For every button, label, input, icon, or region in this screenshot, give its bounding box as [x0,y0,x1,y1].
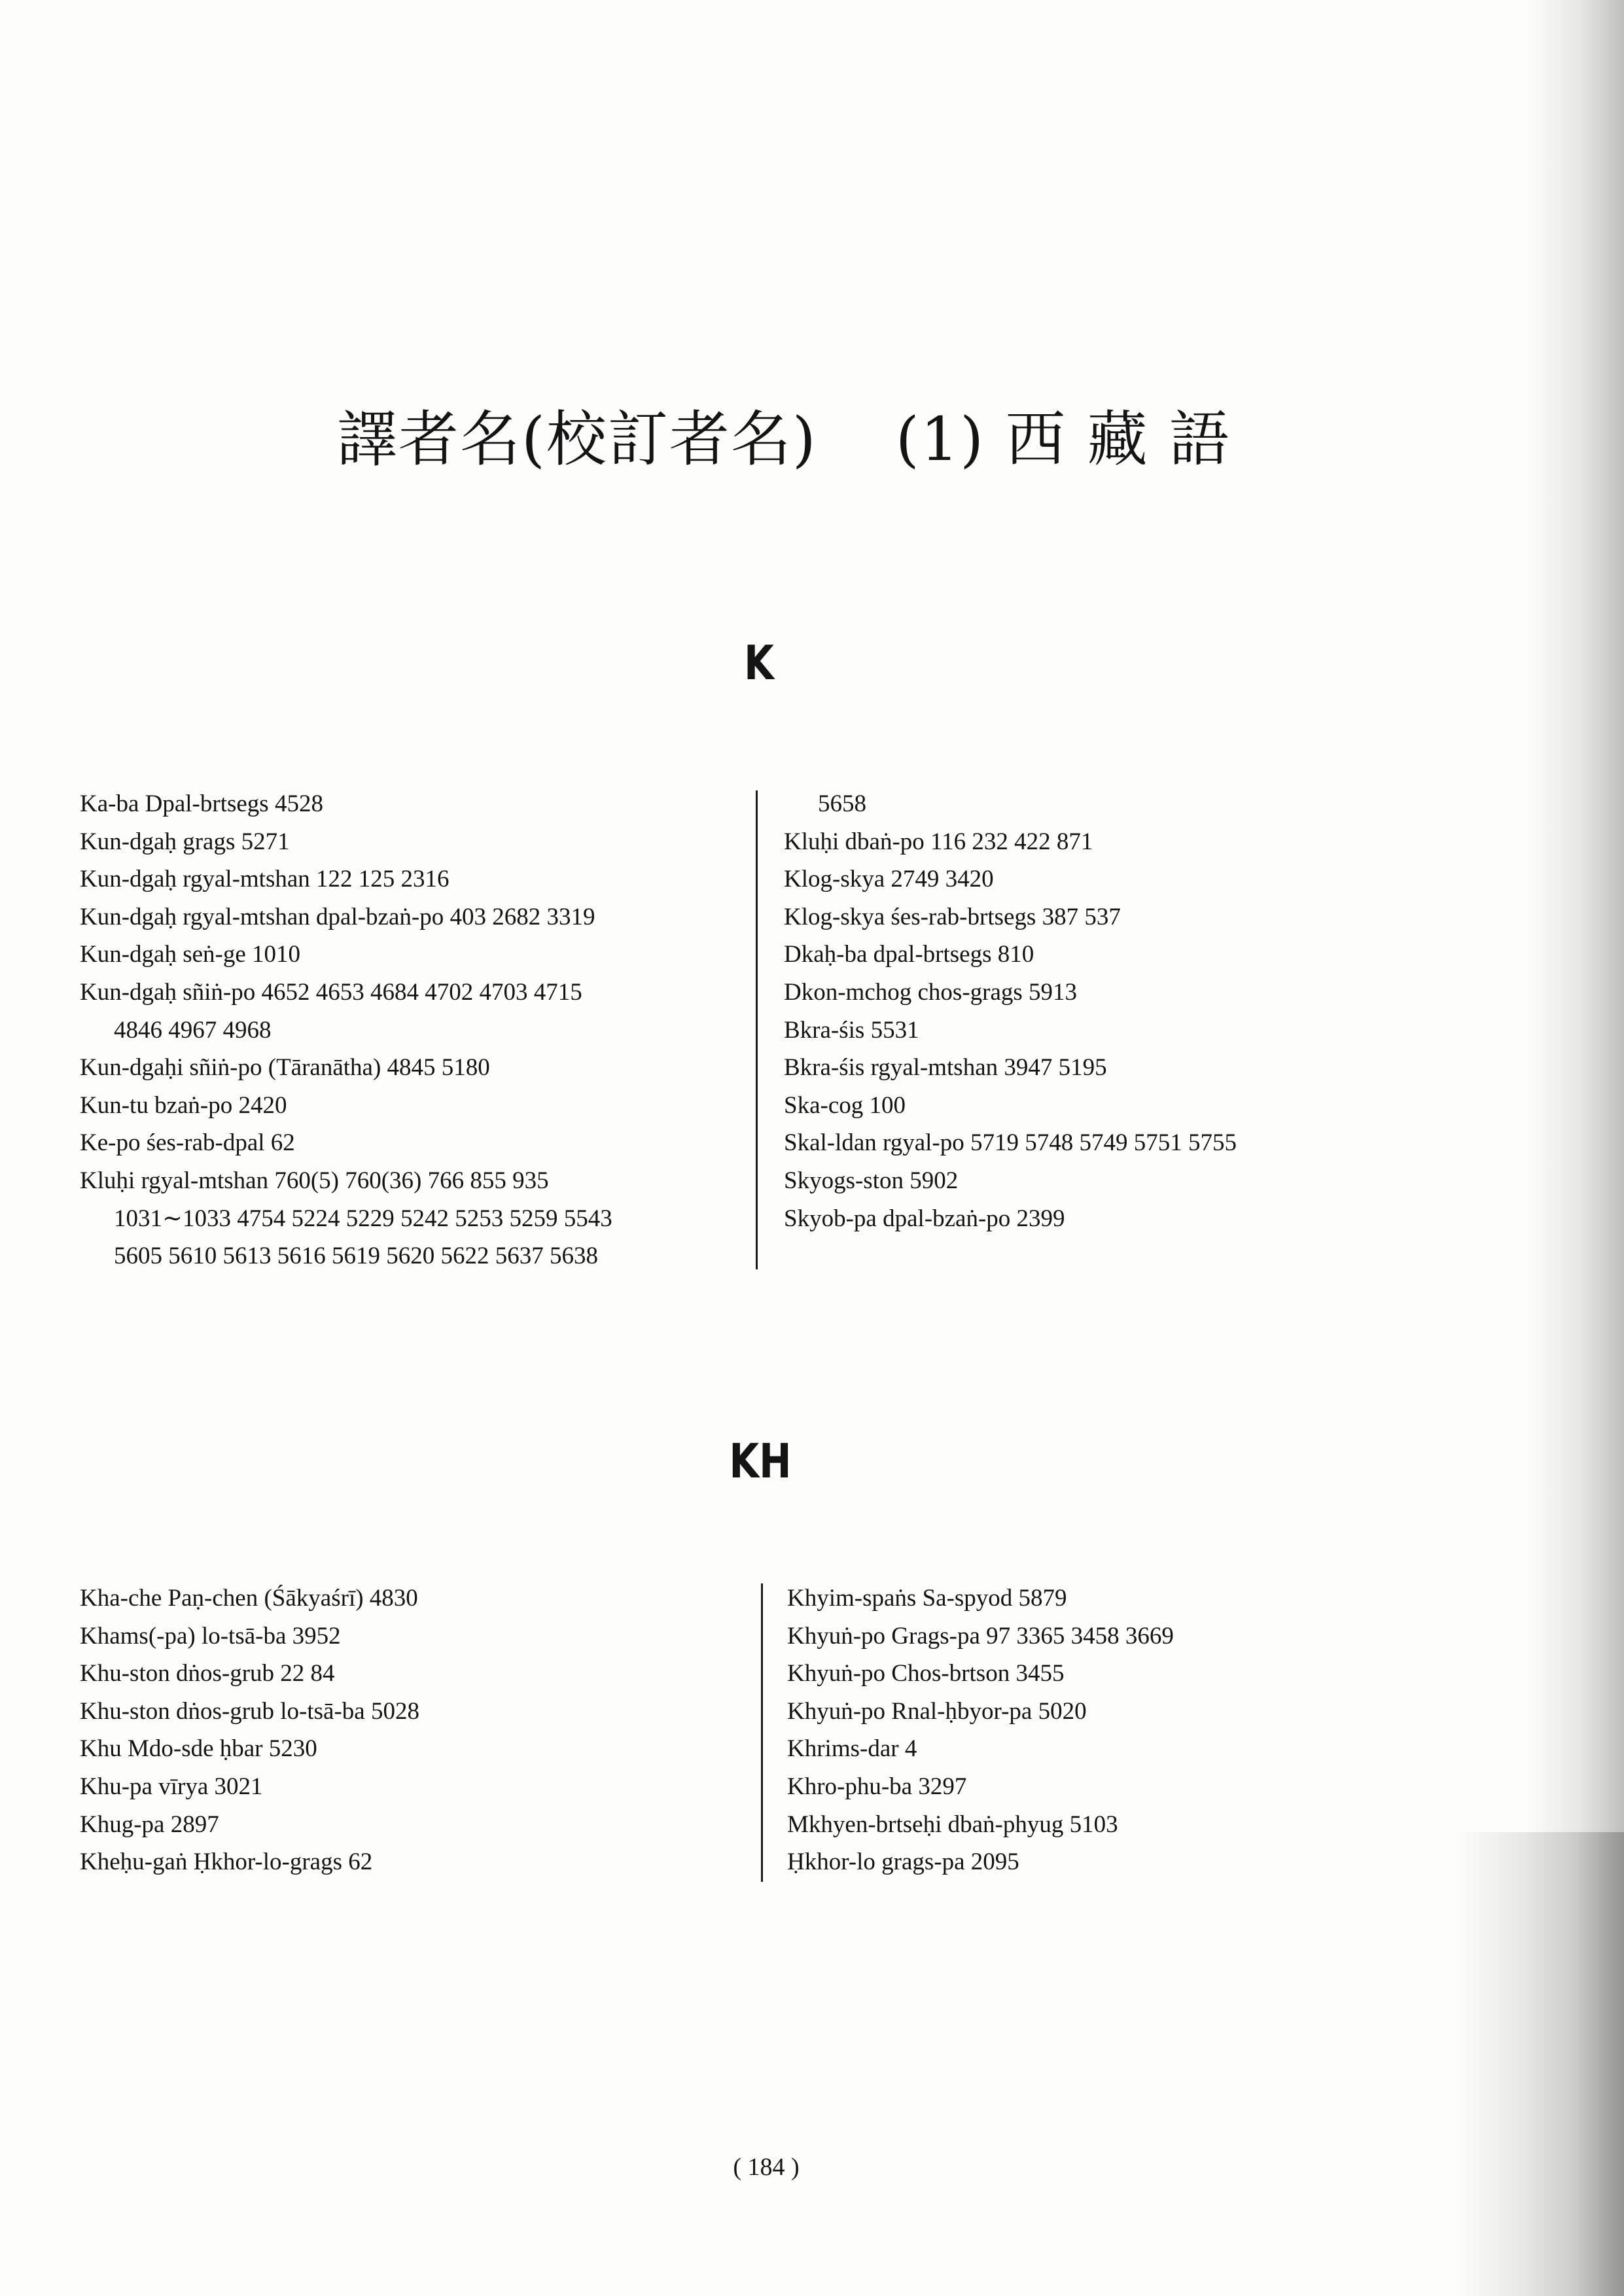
index-entry: Khu-pa vīrya 3021 [80,1773,263,1800]
index-entry: Bkra-śis 5531 [784,1016,919,1044]
column-divider [761,1583,763,1882]
index-entry: Skyogs-ston 5902 [784,1167,959,1194]
index-entry: Kun-tu bzaṅ-po 2420 [80,1091,287,1119]
index-entry: Kluḥi dbaṅ-po 116 232 422 871 [784,828,1093,855]
index-entry-continuation: 5658 [818,790,866,817]
index-entry: Khug-pa 2897 [80,1810,219,1838]
index-entry: Kha-che Paṇ-chen (Śākyaśrī) 4830 [80,1585,418,1612]
index-entry: Kluḥi rgyal-mtshan 760(5) 760(36) 766 855 935 [80,1167,549,1194]
index-entry: Khu-ston dṅos-grub 22 84 [80,1660,335,1687]
index-entry: Kun-dgaḥ rgyal-mtshan dpal-bzaṅ-po 403 2682 3319 [80,903,595,930]
section-kh-right-column [787,1580,1174,1881]
index-entry: Khyuṅ-po Grags-pa 97 3365 3458 3669 [787,1622,1174,1650]
index-entry: Ke-po śes-rab-dpal 62 [80,1129,295,1157]
index-entry: Bkra-śis rgyal-mtshan 3947 5195 [784,1054,1107,1082]
index-entry: Khro-phu-ba 3297 [787,1773,967,1800]
index-entry: Kun-dgaḥ sñiṅ-po 4652 4653 4684 4702 4703 4715 [80,978,582,1006]
page-title [337,400,1231,479]
index-entry: Kun-dgaḥ seṅ-ge 1010 [80,941,301,968]
column-divider [756,790,758,1269]
page-title-main: 譯者名(校訂者名) [337,404,817,474]
index-entry: Khams(-pa) lo-tsā-ba 3952 [80,1622,341,1650]
index-entry: Skal-ldan rgyal-po 5719 5748 5749 5751 5755 [784,1129,1237,1157]
index-entry: Khyuṅ-po Rnal-ḥbyor-pa 5020 [787,1697,1087,1725]
index-entry: Dkon-mchog chos-grags 5913 [784,978,1078,1006]
page-edge-shadow-bottom [1454,1832,1624,2296]
index-entry: Klog-skya 2749 3420 [784,866,994,893]
index-entry-continuation: 1031∼1033 4754 5224 5229 5242 5253 5259 5543 [114,1205,612,1232]
section-k-right-column [784,785,1237,1237]
index-entry: Ka-ba Dpal-brtsegs 4528 [80,790,323,817]
index-entry: Dkaḥ-ba dpal-brtsegs 810 [784,941,1034,968]
index-entry-continuation: 5605 5610 5613 5616 5619 5620 5622 5637 5638 [114,1243,598,1270]
index-entry: Klog-skya śes-rab-brtsegs 387 537 [784,903,1121,930]
index-entry: Skyob-pa dpal-bzaṅ-po 2399 [784,1205,1065,1232]
index-entry: Kun-dgaḥ grags 5271 [80,828,290,855]
index-entry: Khyuṅ-po Chos-brtson 3455 [787,1660,1065,1687]
page-title-sub: (1) 西 藏 語 [895,404,1231,474]
index-entry: Kheḥu-gaṅ Ḥkhor-lo-grags 62 [80,1848,373,1876]
page-number: ( 184 ) [733,2153,800,2181]
index-entry: Khu Mdo-sde ḥbar 5230 [80,1735,317,1763]
section-k-left-column [80,785,612,1275]
index-entry: Ska-cog 100 [784,1091,906,1119]
section-kh-left-column [80,1580,419,1881]
index-entry: Khu-ston dṅos-grub lo-tsā-ba 5028 [80,1697,419,1725]
index-entry: Kun-dgaḥ rgyal-mtshan 122 125 2316 [80,866,450,893]
section-heading-kh: KH [729,1434,792,1489]
index-entry: Ḥkhor-lo grags-pa 2095 [787,1848,1019,1876]
index-entry: Khrims-dar 4 [787,1735,917,1763]
section-heading-k: K [744,635,774,690]
index-entry-continuation: 4846 4967 4968 [114,1016,272,1044]
index-entry: Kun-dgaḥi sñiṅ-po (Tāranātha) 4845 5180 [80,1054,490,1082]
index-entry: Mkhyen-brtseḥi dbaṅ-phyug 5103 [787,1810,1118,1838]
index-entry: Khyim-spaṅs Sa-spyod 5879 [787,1585,1067,1612]
